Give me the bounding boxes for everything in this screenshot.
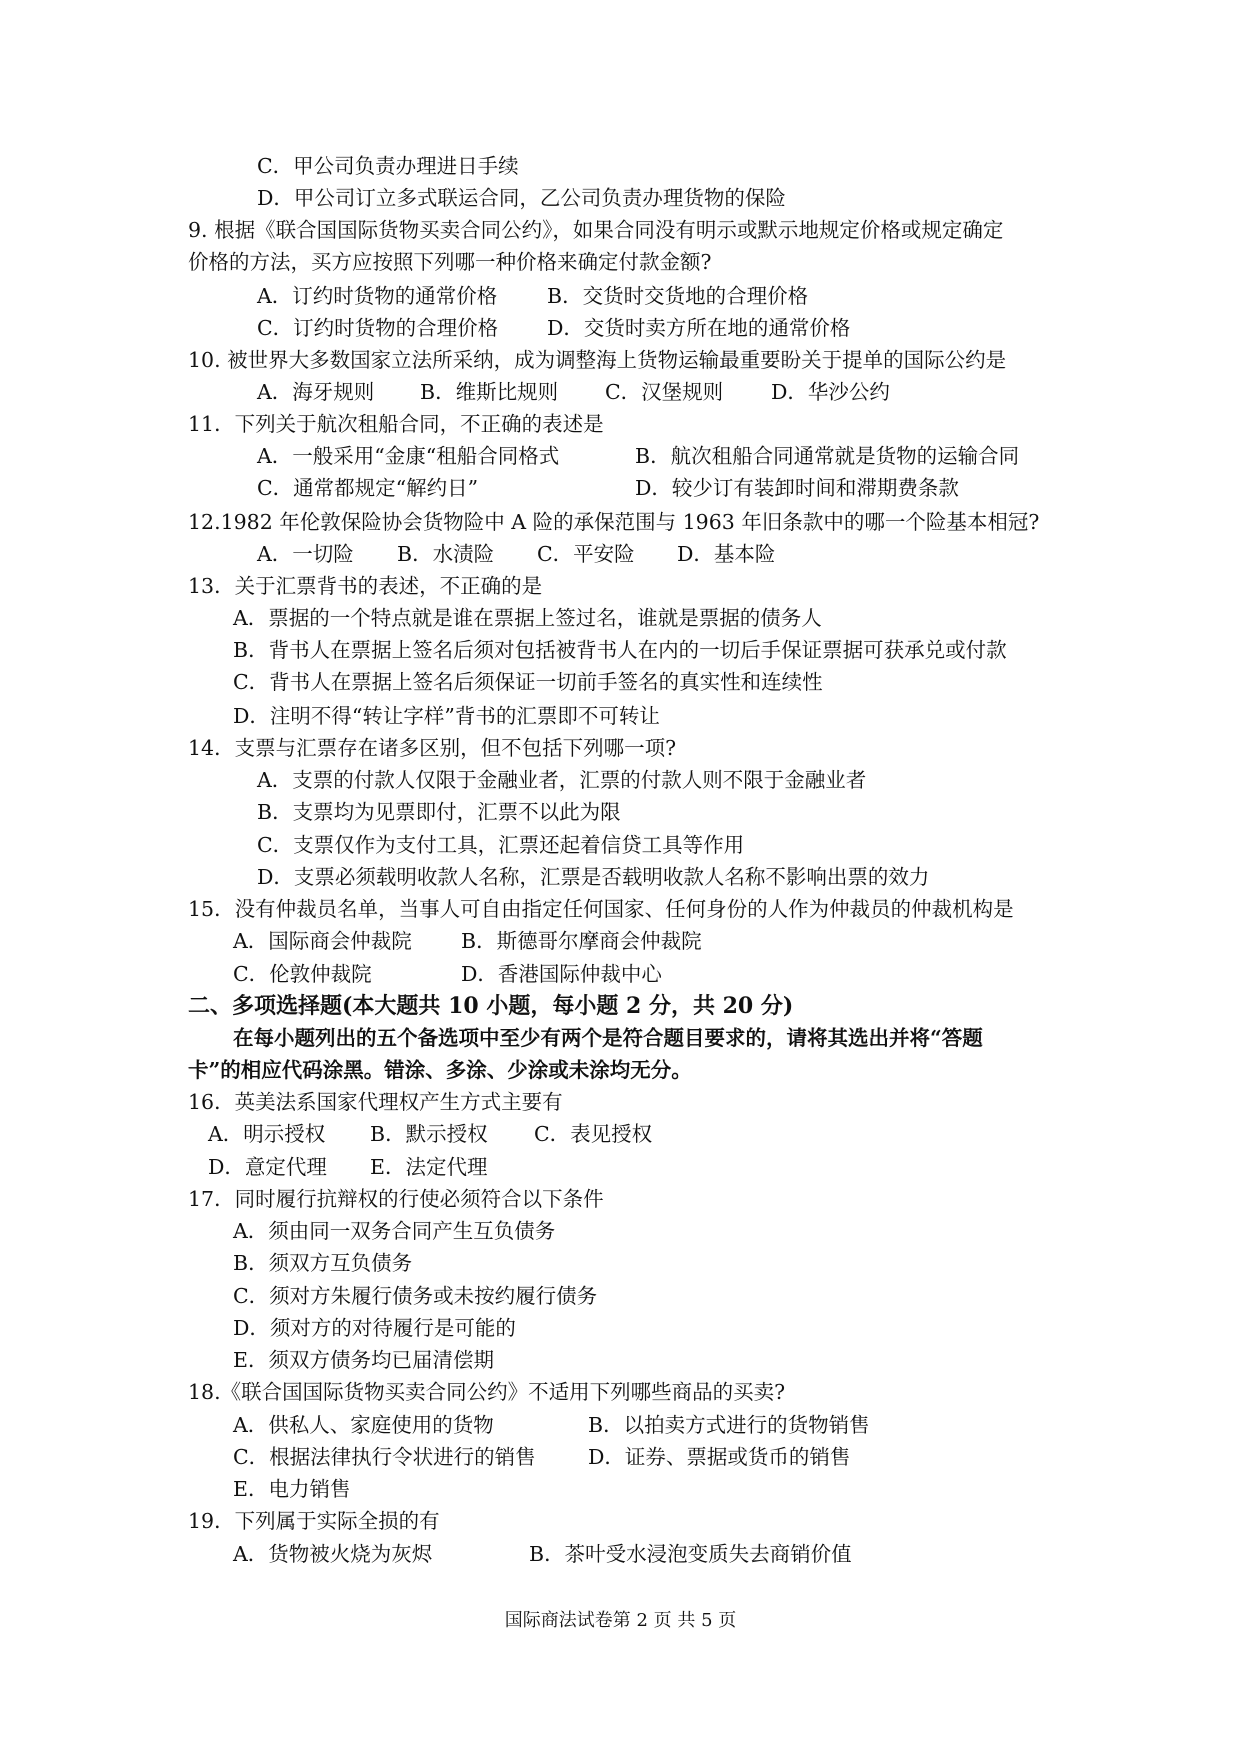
q17-option-a: A．须由同一双务合同产生互负债务 <box>233 1219 556 1243</box>
q11-stem: 11．下列关于航次租船合同，不正确的表述是 <box>188 412 604 436</box>
q19-options <box>233 1539 852 1569</box>
q8-option-c: C．甲公司负责办理进日手续 <box>257 154 519 178</box>
q13-stem: 13．关于汇票背书的表述，不正确的是 <box>188 574 543 598</box>
q19-option-b: B．茶叶受水浸泡变质失去商销价值 <box>529 1542 852 1566</box>
q16-option-b: B．默示授权 <box>370 1122 488 1146</box>
q14-option-a: A．支票的付款人仅限于金融业者，汇票的付款人则不限于金融业者 <box>257 768 867 792</box>
q14-stem: 14．支票与汇票存在诸多区别，但不包括下列哪一项? <box>188 736 677 760</box>
q11-options-row1 <box>257 441 1019 471</box>
q18-options-row1 <box>233 1410 870 1440</box>
q9-option-a: A．订约时货物的通常价格 <box>257 284 498 308</box>
q17-option-e: E．须双方债务均已届清偿期 <box>233 1348 494 1372</box>
q19-option-a: A．货物被火烧为灰烬 <box>233 1542 433 1566</box>
q9-stem-line1: 9. 根据《联合国国际货物买卖合同公约》，如果合同没有明示或默示地规定价格或规定确定 <box>188 218 1004 242</box>
q9-option-c: C．订约时货物的合理价格 <box>257 316 499 340</box>
q10-options <box>257 377 890 407</box>
q13-option-c: C．背书人在票据上签名后须保证一切前手签名的真实性和连续性 <box>233 670 823 694</box>
q18-option-e: E．电力销售 <box>233 1477 351 1501</box>
q13-option-a: A．票据的一个特点就是谁在票据上签过名，谁就是票据的债务人 <box>233 606 822 630</box>
q11-option-a: A．一般采用“金康“租船合同格式 <box>257 444 560 468</box>
q19-stem: 19．下列属于实际全损的有 <box>188 1509 440 1533</box>
q11-options-row2 <box>257 473 959 503</box>
q12-option-c: C．平安险 <box>537 542 635 566</box>
q12-stem: 12.1982 年伦敦保险协会货物险中 A 险的承保范围与 1963 年旧条款中的哪一个险基本相冠? <box>188 510 1040 534</box>
q18-option-a: A．供私人、家庭使用的货物 <box>233 1413 494 1437</box>
q16-option-e: E．法定代理 <box>370 1155 488 1179</box>
q12-option-a: A．一切险 <box>257 542 354 566</box>
q18-option-d: D．证券、票据或货币的销售 <box>588 1445 851 1469</box>
q14-option-b: B．支票均为见票即付，汇票不以此为限 <box>257 800 621 824</box>
q13-option-b: B．背书人在票据上签名后须对包括被背书人在内的一切后手保证票据可获承兑或付款 <box>233 638 1007 662</box>
section-2-heading: 二、多项选择题(本大题共 10 小题，每小题 2 分，共 20 分) <box>188 993 794 1019</box>
section-2-instructions-line1: 在每小题列出的五个备选项中至少有两个是符合题目要求的，请将其选出并将“答题 <box>233 1026 983 1050</box>
q17-option-b: B．须双方互负债务 <box>233 1251 413 1275</box>
q9-stem-line2: 价格的方法，买方应按照下列哪一种价格来确定付款金额? <box>188 250 712 274</box>
q10-option-a: A．海牙规则 <box>257 380 375 404</box>
q10-option-d: D．华沙公约 <box>771 380 890 404</box>
q16-option-a: A．明示授权 <box>208 1122 326 1146</box>
q15-options-row2 <box>233 959 662 989</box>
q12-option-b: B．水渍险 <box>397 542 495 566</box>
q15-option-b: B．斯德哥尔摩商会仲裁院 <box>461 929 702 953</box>
q17-option-d: D．须对方的对待履行是可能的 <box>233 1316 516 1340</box>
q10-option-c: C．汉堡规则 <box>605 380 724 404</box>
q11-option-c: C．通常都规定“解约日” <box>257 476 479 500</box>
q9-option-b: B．交货时交货地的合理价格 <box>547 284 809 308</box>
section-2-instructions-line2: 卡”的相应代码涂黑。错涂、多涂、少涂或未涂均无分。 <box>188 1058 692 1082</box>
q15-stem: 15．没有仲裁员名单，当事人可自由指定任何国家、任何身份的人作为仲裁员的仲裁机构是 <box>188 897 1014 921</box>
q9-option-d: D．交货时卖方所在地的通常价格 <box>547 316 851 340</box>
q18-option-c: C．根据法律执行令状进行的销售 <box>233 1445 536 1469</box>
q16-options-row2 <box>208 1152 487 1182</box>
page-footer: 国际商法试卷第 2 页 共 5 页 <box>504 1610 737 1631</box>
q9-options-row1 <box>257 281 808 311</box>
q18-stem: 18.《联合国国际货物买卖合同公约》不适用下列哪些商品的买卖? <box>188 1380 786 1404</box>
q18-options-row2 <box>233 1442 850 1472</box>
q9-options-row2 <box>257 313 850 343</box>
q8-option-d: D．甲公司订立多式联运合同，乙公司负责办理货物的保险 <box>257 186 786 210</box>
q10-option-b: B．维斯比规则 <box>420 380 559 404</box>
q17-stem: 17．同时履行抗辩权的行使必须符合以下条件 <box>188 1187 604 1211</box>
q16-option-d: D．意定代理 <box>208 1155 327 1179</box>
q14-option-c: C．支票仅作为支付工具，汇票还起着信贷工具等作用 <box>257 833 745 857</box>
q15-option-c: C．伦敦仲裁院 <box>233 962 372 986</box>
q15-option-d: D．香港国际仲裁中心 <box>461 962 662 986</box>
q15-options-row1 <box>233 926 702 956</box>
q10-stem: 10. 被世界大多数国家立法所采纳，成为调整海上货物运输最重要盼关于提单的国际公约是 <box>188 348 1007 372</box>
q13-option-d: D．注明不得“转让字样”背书的汇票即不可转让 <box>233 704 660 728</box>
q16-stem: 16．英美法系国家代理权产生方式主要有 <box>188 1090 563 1114</box>
q12-option-d: D．基本险 <box>677 542 776 566</box>
q16-options-row1 <box>208 1119 652 1149</box>
q16-option-c: C．表见授权 <box>534 1122 653 1146</box>
q11-option-b: B．航次租船合同通常就是货物的运输合同 <box>635 444 1020 468</box>
q11-option-d: D．较少订有装卸时间和滞期费条款 <box>635 476 959 500</box>
q12-options <box>257 539 775 569</box>
q17-option-c: C．须对方朱履行债务或未按约履行债务 <box>233 1284 598 1308</box>
q15-option-a: A．国际商会仲裁院 <box>233 929 412 953</box>
q14-option-d: D．支票必须载明收款人名称，汇票是否载明收款人名称不影响出票的效力 <box>257 865 930 889</box>
q18-option-b: B．以拍卖方式进行的货物销售 <box>588 1413 870 1437</box>
